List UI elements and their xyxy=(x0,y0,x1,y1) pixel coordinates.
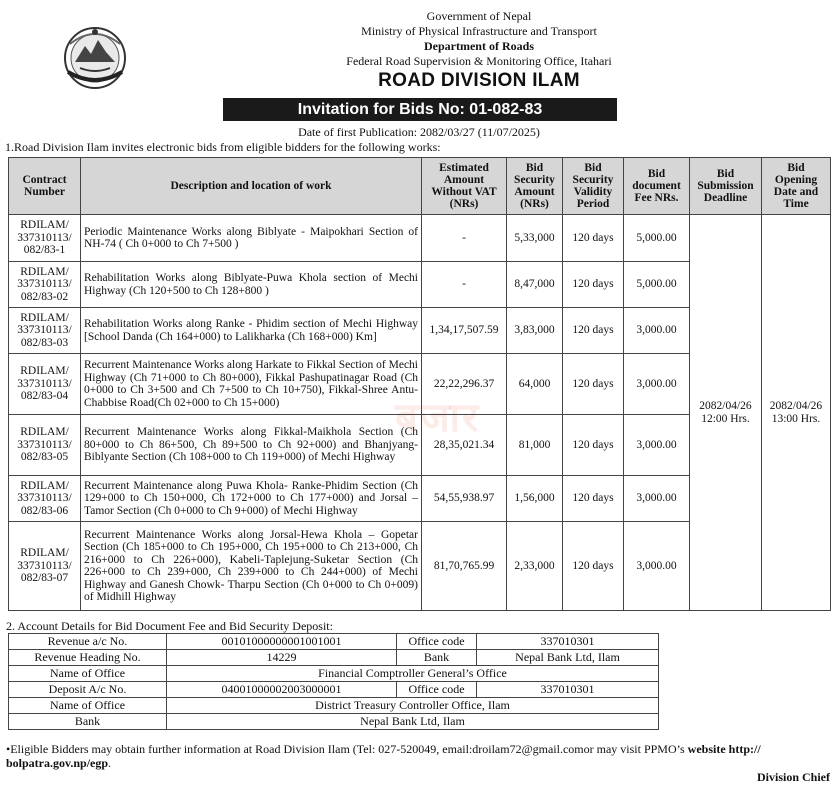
eligibility-note xyxy=(6,742,832,770)
work-description: Recurrent Maintenance along Puwa Khola- Ranke-Phidim Section (Ch 129+000 to Ch 150+000, Ch 172+000 to Ch 177+000) and Jorsal –Tamor Section (Ch 0+000 to Ch 9+000) of Mechi Highway xyxy=(81,476,422,522)
table-header-row xyxy=(9,158,831,215)
account-details-title: 2. Account Details for Bid Document Fee and Bid Security Deposit: xyxy=(6,619,333,633)
signoff: Division Chief xyxy=(756,770,830,784)
office-code-value: 337010301 xyxy=(477,682,659,698)
works-table xyxy=(8,157,831,611)
estimate-amount: - xyxy=(422,262,507,308)
name-office-label: Name of Office xyxy=(9,698,167,714)
work-description: Recurrent Maintenance Works along Jorsal-Hewa Khola – Gopetar Section (Ch 185+000 to Ch 195+000, Ch 195+000 to Ch 213+000, Ch 216+000 to Ch 226+000), Kabeli-Taplejung-Suketar Section (Ch 226+000 to Ch 239+000, Ch 239+000 to Ch 244+000) of Mechi Highway and Ganesh Chowk- Tharpu Section (Ch 0+000 to Ch 0+009) of Midhill Highway xyxy=(81,522,422,611)
publication-date: Date of first Publication: 2082/03/27 (11/07/2025) xyxy=(298,125,540,139)
security-amount: 1,56,000 xyxy=(507,476,563,522)
document-fee: 3,000.00 xyxy=(624,308,690,354)
security-amount: 5,33,000 xyxy=(507,215,563,262)
contract-number: RDILAM/ 337310113/ 082/83-05 xyxy=(9,415,81,476)
document-fee: 3,000.00 xyxy=(624,354,690,415)
security-amount: 8,47,000 xyxy=(507,262,563,308)
validity-period: 120 days xyxy=(563,522,624,611)
work-description: Rehabilitation Works along Biblyate-Puwa Khola section of Mechi Highway (Ch 120+500 to Ch 128+800 ) xyxy=(81,262,422,308)
submission-deadline: 2082/04/26 12:00 Hrs. xyxy=(690,215,762,611)
name-office-value: District Treasury Controller Office, Ilam xyxy=(167,698,659,714)
work-description: Periodic Maintenance Works along Biblyate - Maipokhari Section of NH-74 ( Ch 0+000 to Ch 7+500 ) xyxy=(81,215,422,262)
header-fee: Bid document Fee NRs. xyxy=(624,158,690,215)
nepal-government-emblem-icon xyxy=(60,22,130,92)
header-validity: Bid Security Validity Period xyxy=(563,158,624,215)
revenue-ac-value: 00101000000001001001 xyxy=(167,634,397,650)
security-amount: 3,83,000 xyxy=(507,308,563,354)
validity-period: 120 days xyxy=(563,308,624,354)
revenue-heading-label: Revenue Heading No. xyxy=(9,650,167,666)
document-fee: 3,000.00 xyxy=(624,476,690,522)
estimate-amount: 1,34,17,507.59 xyxy=(422,308,507,354)
contract-number: RDILAM/ 337310113/ 082/83-1 xyxy=(9,215,81,262)
validity-period: 120 days xyxy=(563,476,624,522)
account-row xyxy=(9,714,659,730)
header-submission: Bid Submission Deadline xyxy=(690,158,762,215)
estimate-amount: - xyxy=(422,215,507,262)
document-fee: 5,000.00 xyxy=(624,262,690,308)
header-contract: Contract Number xyxy=(9,158,81,215)
intro-text: 1.Road Division Ilam invites electronic bids from eligible bidders for the following works: xyxy=(5,140,441,154)
bank-value: Nepal Bank Ltd, Ilam xyxy=(167,714,659,730)
bank-label: Bank xyxy=(9,714,167,730)
office-code-label: Office code xyxy=(397,634,477,650)
header-description: Description and location of work xyxy=(81,158,422,215)
government-name: Government of Nepal xyxy=(426,9,532,23)
watermark-text: बजार xyxy=(395,395,481,441)
contract-number: RDILAM/ 337310113/ 082/83-02 xyxy=(9,262,81,308)
document-fee: 3,000.00 xyxy=(624,415,690,476)
work-description: Recurrent Maintenance Works along Harkate to Fikkal Section of Mechi Highway (Ch 71+000 to Ch 80+000), Fikkal Pashupatinagar Road (Ch 0+000 to Ch 3+500 and Ch 7+500 to Ch 10+750), Fikkal-Shree Antu-Chabbise Road(Ch 02+000 to Ch 15+000) xyxy=(81,354,422,415)
contract-number: RDILAM/ 337310113/ 082/83-07 xyxy=(9,522,81,611)
security-amount: 2,33,000 xyxy=(507,522,563,611)
account-row xyxy=(9,698,659,714)
note-end: . xyxy=(108,756,112,770)
name-office-label: Name of Office xyxy=(9,666,167,682)
division-title: ROAD DIVISION ILAM xyxy=(378,70,580,91)
validity-period: 120 days xyxy=(563,354,624,415)
work-description: Rehabilitation Works along Ranke - Phidim section of Mechi Highway [School Danda (Ch 164+000) to Lalikharka (Ch 168+000) Km] xyxy=(81,308,422,354)
table-row xyxy=(9,215,831,262)
office-code-label: Office code xyxy=(397,682,477,698)
header-security: Bid Security Amount (NRs) xyxy=(507,158,563,215)
validity-period: 120 days xyxy=(563,262,624,308)
contract-number: RDILAM/ 337310113/ 082/83-06 xyxy=(9,476,81,522)
security-amount: 64,000 xyxy=(507,354,563,415)
ministry-name: Ministry of Physical Infrastructure and Transport xyxy=(361,24,597,38)
opening-time: 2082/04/26 13:00 Hrs. xyxy=(762,215,831,611)
revenue-ac-label: Revenue a/c No. xyxy=(9,634,167,650)
document-fee: 5,000.00 xyxy=(624,215,690,262)
estimate-amount: 28,35,021.34 xyxy=(422,415,507,476)
department-name: Department of Roads xyxy=(424,39,534,53)
account-row xyxy=(9,650,659,666)
bank-value: Nepal Bank Ltd, Ilam xyxy=(477,650,659,666)
validity-period: 120 days xyxy=(563,415,624,476)
contract-number: RDILAM/ 337310113/ 082/83-03 xyxy=(9,308,81,354)
document-fee: 3,000.00 xyxy=(624,522,690,611)
account-details-table xyxy=(8,633,659,730)
name-office-value: Financial Comptroller General’s Office xyxy=(167,666,659,682)
account-row xyxy=(9,634,659,650)
estimate-amount: 22,22,296.37 xyxy=(422,354,507,415)
work-description: Recurrent Maintenance Works along Fikkal-Maikhola Section (Ch 80+000 to Ch 86+500, Ch 89+500 to Ch 92+000) and Bhanjyang-Biblyante Section (Ch 108+000 to Ch 119+000) of Mechi Highway xyxy=(81,415,422,476)
revenue-heading-value: 14229 xyxy=(167,650,397,666)
letterhead xyxy=(150,9,808,92)
security-amount: 81,000 xyxy=(507,415,563,476)
office-name: Federal Road Supervision & Monitoring Office, Itahari xyxy=(346,54,612,68)
deposit-ac-label: Deposit A/c No. xyxy=(9,682,167,698)
deposit-ac-value: 04001000002003000001 xyxy=(167,682,397,698)
website-link[interactable]: website http:// bolpatra.gov.np/egp xyxy=(6,742,761,770)
bank-label: Bank xyxy=(397,650,477,666)
validity-period: 120 days xyxy=(563,215,624,262)
account-row xyxy=(9,666,659,682)
bid-title-banner: Invitation for Bids No: 01-082-83 xyxy=(223,98,617,121)
estimate-amount: 81,70,765.99 xyxy=(422,522,507,611)
office-code-value: 337010301 xyxy=(477,634,659,650)
header-estimate: Estimated Amount Without VAT (NRs) xyxy=(422,158,507,215)
note-text: •Eligible Bidders may obtain further information at Road Division Ilam (Tel: 027-520049, email:droilam72@gmail.comor may visit PPMO’s xyxy=(6,742,688,756)
account-row xyxy=(9,682,659,698)
header-opening: Bid Opening Date and Time xyxy=(762,158,831,215)
estimate-amount: 54,55,938.97 xyxy=(422,476,507,522)
contract-number: RDILAM/ 337310113/ 082/83-04 xyxy=(9,354,81,415)
